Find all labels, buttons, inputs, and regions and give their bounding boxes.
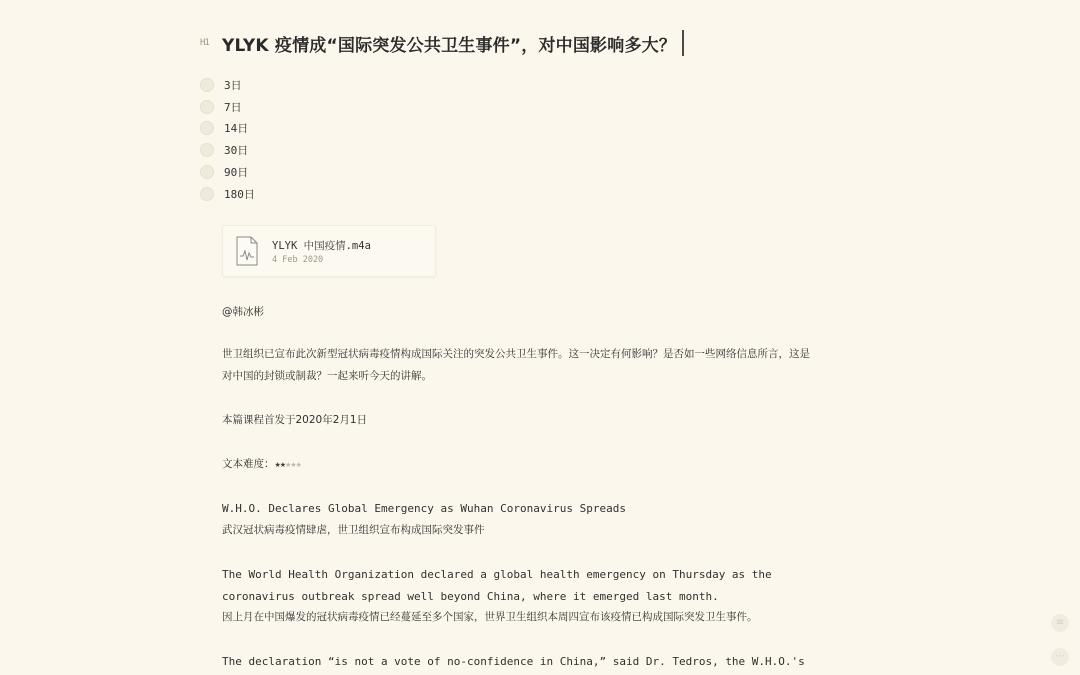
checklist-item-label[interactable]: 3日: [224, 78, 242, 92]
difficulty-line[interactable]: [222, 454, 301, 477]
paragraph-english-line: The World Health Organization declared a global health emergency on Thursday as the: [222, 568, 772, 581]
checklist-item: [200, 161, 255, 183]
paragraph-english-line: The declaration “is not a vote of no-confidence in China,” said Dr. Tedros, the W.H.O.'s: [222, 655, 805, 668]
floating-tools: [1051, 614, 1069, 675]
checkbox[interactable]: [200, 165, 214, 179]
attachment-file-name: YLYK 中国疫情.m4a: [272, 240, 371, 252]
difficulty-stars-filled: ★★: [274, 461, 286, 469]
outline-toggle-icon[interactable]: ≡: [1051, 614, 1069, 632]
audio-attachment[interactable]: [222, 225, 436, 277]
author-mention[interactable]: @韩冰彬: [222, 306, 264, 318]
checklist-item: [200, 139, 255, 161]
difficulty-label: 文本难度：: [222, 458, 275, 470]
checkbox[interactable]: [200, 143, 214, 157]
difficulty-stars-empty: ★★★: [285, 461, 301, 469]
checklist-item: [200, 74, 255, 96]
checklist-item-label[interactable]: 30日: [224, 144, 249, 158]
checklist-item: [200, 118, 255, 140]
checkbox[interactable]: [200, 78, 214, 92]
checkbox[interactable]: [200, 100, 214, 114]
intro-line: 对中国的封锁或制裁？一起来听今天的讲解。: [222, 369, 432, 382]
checkbox[interactable]: [200, 187, 214, 201]
paragraph-2[interactable]: [222, 651, 805, 673]
publish-date[interactable]: 本篇课程首发于2020年2月1日: [222, 414, 368, 426]
checklist-item: [200, 96, 255, 118]
audio-file-icon: [235, 236, 259, 266]
paragraph-english-line: coronavirus outbreak spread well beyond China, where it emerged last month.: [222, 589, 719, 603]
paragraph-1[interactable]: [222, 564, 772, 629]
heading-level-icon[interactable]: H1: [200, 38, 209, 48]
intro-paragraph[interactable]: [222, 344, 810, 387]
intro-line: 世卫组织已宣布此次新型冠状病毒疫情构成国际关注的突发公共卫生事件。这一决定有何影响？是否如一些网络信息所言，这是: [222, 348, 810, 360]
checklist-item-label[interactable]: 180日: [224, 187, 255, 201]
headline-block[interactable]: [222, 498, 626, 541]
checklist-item-label[interactable]: 14日: [224, 122, 249, 136]
title-row: [200, 28, 684, 58]
attachment-date: 4 Feb 2020: [272, 255, 324, 265]
text-cursor: [682, 30, 684, 56]
more-options-icon[interactable]: ⋯: [1051, 648, 1069, 666]
checklist-item: [200, 183, 255, 205]
headline-chinese: 武汉冠状病毒疫情肆虐，世卫组织宣布构成国际突发事件: [222, 523, 485, 536]
review-checklist: [200, 74, 255, 205]
paragraph-chinese-line: 因上月在中国爆发的冠状病毒疫情已经蔓延至多个国家，世界卫生组织本周四宣布该疫情已构成国际突发卫生事件。: [222, 611, 758, 623]
checklist-item-label[interactable]: 90日: [224, 166, 249, 180]
headline-english: W.H.O. Declares Global Emergency as Wuhan Coronavirus Spreads: [222, 502, 626, 515]
checklist-item-label[interactable]: 7日: [224, 100, 242, 114]
checkbox[interactable]: [200, 121, 214, 135]
page-title[interactable]: YLYK 疫情成“国际突发公共卫生事件”，对中国影响多大？: [222, 35, 677, 56]
